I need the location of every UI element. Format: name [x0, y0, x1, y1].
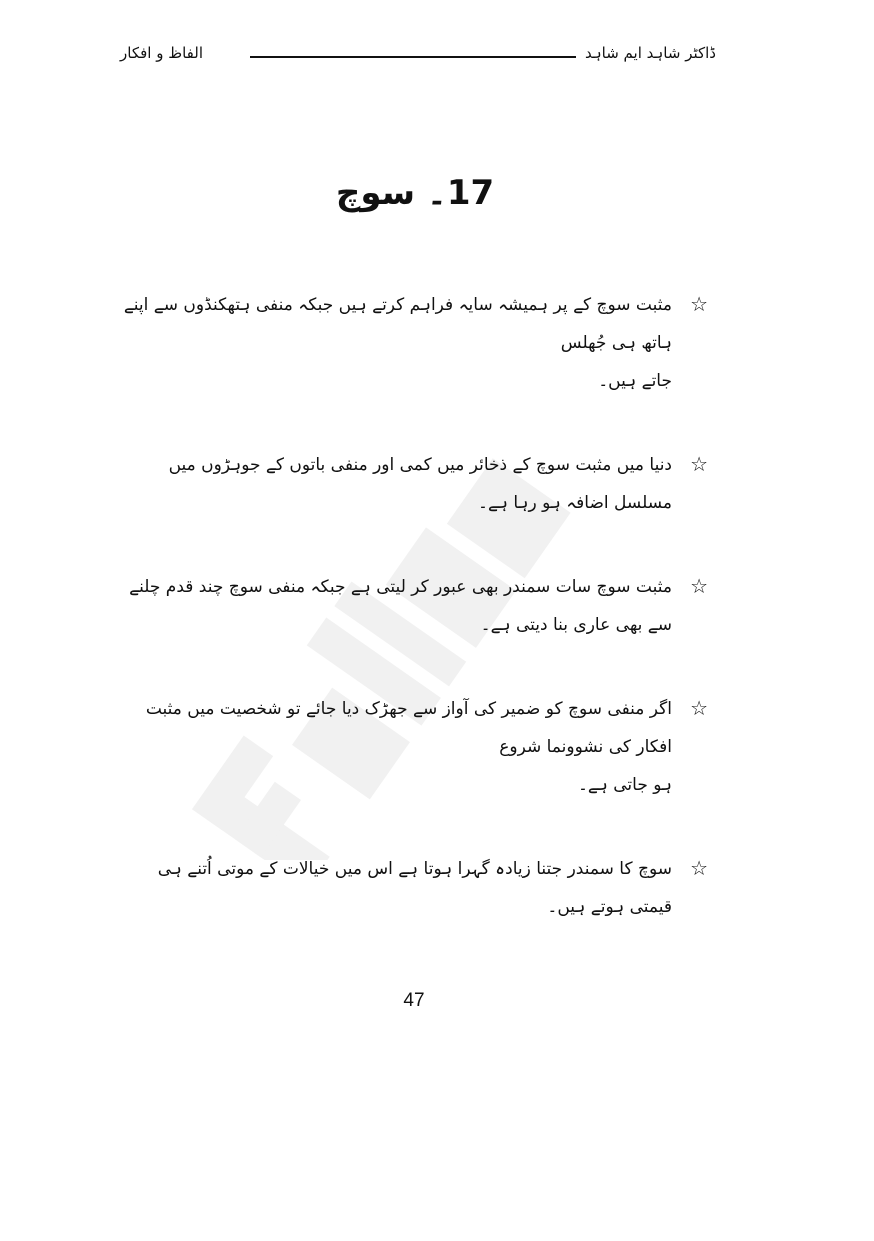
- list-item-4-line-1: اگر منفی سوچ کو ضمیر کی آواز سے جھڑک دیا جائے تو شخصیت میں مثبت افکار کی نشوونما شروع: [145, 699, 672, 757]
- list-item-4-line-2: ہو جاتی ہے۔: [577, 775, 672, 795]
- star-outline-icon: ☆: [690, 856, 708, 880]
- list-item: [112, 690, 708, 804]
- list-item: [112, 286, 708, 400]
- list-item: [112, 446, 708, 522]
- thoughts-list: [112, 286, 708, 972]
- list-item: [112, 850, 708, 926]
- list-item-1-line-2: جاتے ہیں۔: [598, 371, 672, 391]
- header-divider: [250, 56, 576, 58]
- list-item-2-line-1: دنیا میں مثبت سوچ کے ذخائر میں کمی اور منفی باتوں کے جوہڑوں میں مسلسل اضافہ ہو رہا ہے۔: [168, 455, 672, 513]
- list-item-1-line-1: مثبت سوچ کے پر ہمیشہ سایہ فراہم کرتے ہیں جبکہ منفی ہتھکنڈوں سے اپنے ہاتھ ہی جُھلس: [123, 295, 672, 353]
- star-outline-icon: ☆: [690, 292, 708, 316]
- list-item: [112, 568, 708, 644]
- header-book-title: الفاظ و افکار: [120, 44, 203, 62]
- list-item-3-line-1: مثبت سوچ سات سمندر بھی عبور کر لیتی ہے جبکہ منفی سوچ چند قدم چلنے سے بھی عاری بنا دیتی ہے۔: [129, 577, 672, 635]
- chapter-title: 17۔ سوچ: [335, 173, 495, 213]
- list-item-5-line-1: سوچ کا سمندر جتنا زیادہ گہرا ہوتا ہے اس میں خیالات کے موتی اُتنے ہی قیمتی ہوتے ہیں۔: [157, 859, 672, 917]
- star-outline-icon: ☆: [690, 696, 708, 720]
- page-number: 47: [403, 990, 425, 1011]
- star-outline-icon: ☆: [690, 574, 708, 598]
- star-outline-icon: ☆: [690, 452, 708, 476]
- header-author: ڈاکٹر شاہد ایم شاہد: [584, 44, 716, 62]
